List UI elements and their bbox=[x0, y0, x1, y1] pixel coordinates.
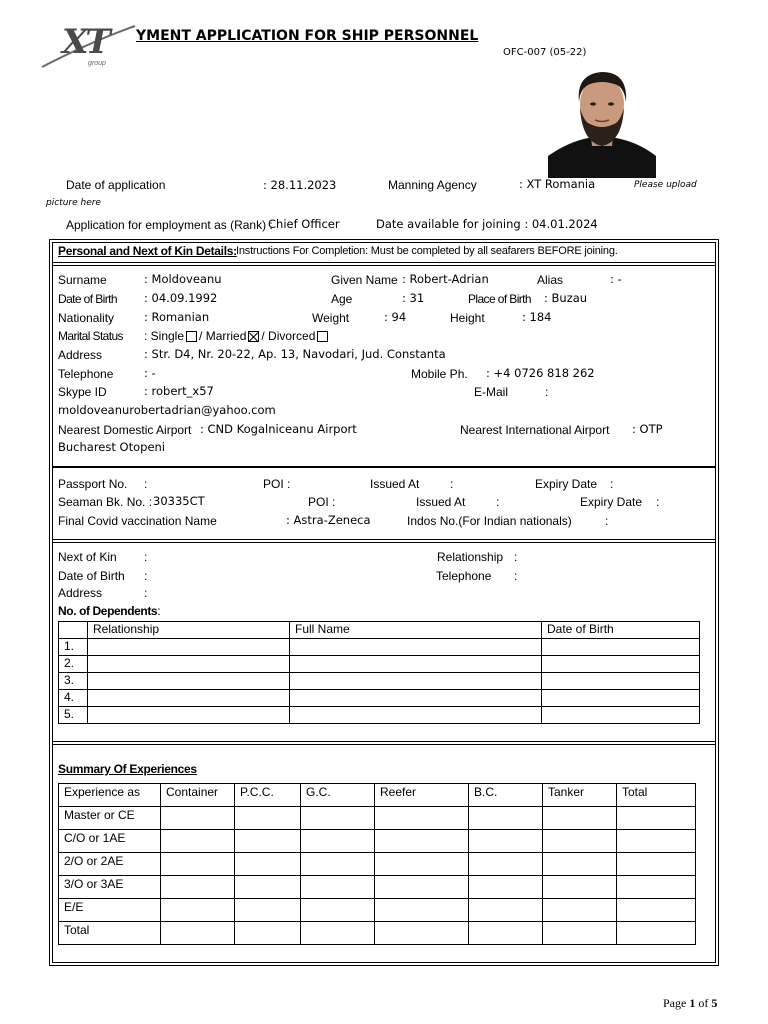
seaman-issued-colon: : bbox=[496, 495, 500, 509]
seaman-poi-label: POI : bbox=[308, 495, 336, 509]
telephone-label: Telephone bbox=[58, 367, 114, 381]
kin-address-label: Address bbox=[58, 586, 103, 600]
table-cell[interactable] bbox=[617, 853, 696, 876]
table-cell[interactable] bbox=[161, 830, 235, 853]
address-label: Address bbox=[58, 348, 103, 362]
divorced-checkbox[interactable] bbox=[317, 331, 328, 342]
age-value: : 31 bbox=[402, 291, 425, 305]
page-title: YMENT APPLICATION FOR SHIP PERSONNEL bbox=[136, 28, 479, 44]
row-number-cell: 1. bbox=[59, 639, 88, 656]
kin-relationship-label: Relationship bbox=[437, 550, 504, 564]
weight-value: : 94 bbox=[384, 310, 407, 324]
table-row bbox=[59, 639, 700, 656]
covid-vaccine-label: Final Covid vaccination Name bbox=[58, 514, 217, 528]
applicant-portrait bbox=[548, 64, 656, 178]
logo-subtext: group bbox=[88, 60, 106, 67]
row-number-cell: 3. bbox=[59, 673, 88, 690]
married-checkbox[interactable] bbox=[248, 331, 259, 342]
telephone-value: : - bbox=[144, 366, 156, 380]
covid-vaccine-value: : Astra-Zeneca bbox=[286, 513, 371, 527]
table-cell[interactable] bbox=[290, 656, 542, 673]
address-value: : Str. D4, Nr. 20-22, Ap. 13, Navodari, Jud. Constanta bbox=[144, 347, 446, 361]
passport-poi-label: POI : bbox=[263, 477, 291, 491]
table-row bbox=[59, 673, 700, 690]
table-cell[interactable] bbox=[88, 656, 290, 673]
table-row bbox=[59, 922, 696, 945]
table-cell[interactable] bbox=[88, 673, 290, 690]
divider bbox=[52, 741, 716, 742]
divider bbox=[52, 262, 716, 263]
age-label: Age bbox=[331, 292, 353, 306]
international-airport-value-cont: Bucharest Otopeni bbox=[58, 440, 165, 454]
table-cell[interactable] bbox=[375, 899, 469, 922]
surname-label: Surname bbox=[58, 273, 107, 287]
mobile-value: : +4 0726 818 262 bbox=[486, 366, 595, 380]
table-cell[interactable] bbox=[469, 853, 543, 876]
table-row bbox=[59, 690, 700, 707]
table-cell[interactable] bbox=[542, 690, 700, 707]
table-header-cell: Total bbox=[617, 784, 696, 807]
dob-label: Date of Birth bbox=[58, 292, 117, 306]
place-of-birth-label: Place of Birth bbox=[468, 292, 531, 306]
table-cell[interactable] bbox=[469, 807, 543, 830]
table-header-row bbox=[59, 784, 696, 807]
nationality-label: Nationality bbox=[58, 311, 115, 325]
table-cell[interactable] bbox=[543, 899, 617, 922]
indos-label: Indos No.(For Indian nationals) bbox=[407, 514, 572, 528]
table-cell[interactable] bbox=[543, 807, 617, 830]
rank-value: Chief Officer bbox=[268, 217, 340, 231]
mobile-label: Mobile Ph. bbox=[411, 367, 468, 381]
place-of-birth-value: : Buzau bbox=[544, 291, 588, 305]
table-header-cell: Date of Birth bbox=[542, 622, 700, 639]
seaman-issued-label: Issued At bbox=[416, 495, 466, 509]
table-cell[interactable] bbox=[617, 807, 696, 830]
given-name-value: : Robert-Adrian bbox=[402, 272, 489, 286]
marital-status-options bbox=[144, 329, 330, 343]
height-label: Height bbox=[450, 311, 485, 325]
single-checkbox[interactable] bbox=[186, 331, 197, 342]
row-number-cell: 4. bbox=[59, 690, 88, 707]
table-cell[interactable] bbox=[543, 876, 617, 899]
table-cell[interactable] bbox=[542, 639, 700, 656]
photo-upload-note: Please upload bbox=[634, 180, 697, 190]
table-cell[interactable] bbox=[301, 876, 375, 899]
table-cell[interactable] bbox=[235, 876, 301, 899]
row-label-cell: Master or CE bbox=[59, 807, 161, 830]
table-cell[interactable] bbox=[235, 830, 301, 853]
international-airport-label: Nearest International Airport bbox=[460, 423, 610, 437]
skype-label: Skype ID bbox=[58, 385, 107, 399]
row-label-cell: E/E bbox=[59, 899, 161, 922]
divider bbox=[52, 539, 716, 540]
table-cell[interactable] bbox=[542, 656, 700, 673]
table-cell[interactable] bbox=[469, 922, 543, 945]
indos-colon: : bbox=[605, 514, 609, 528]
table-header-cell: Relationship bbox=[88, 622, 290, 639]
table-cell[interactable] bbox=[235, 922, 301, 945]
table-header-cell: G.C. bbox=[301, 784, 375, 807]
table-cell[interactable] bbox=[88, 690, 290, 707]
dependents-colon: : bbox=[157, 604, 161, 618]
kin-dob-label: Date of Birth bbox=[58, 569, 125, 583]
divider bbox=[52, 542, 716, 543]
email-label: E-Mail bbox=[474, 385, 509, 399]
table-row bbox=[59, 876, 696, 899]
table-cell[interactable] bbox=[375, 853, 469, 876]
table-header-cell bbox=[59, 622, 88, 639]
table-row bbox=[59, 853, 696, 876]
table-row bbox=[59, 656, 700, 673]
instructions-text: Instructions For Completion: Must be completed by all seafarers BEFORE joining. bbox=[236, 245, 618, 257]
table-cell[interactable] bbox=[290, 673, 542, 690]
table-header-cell: Full Name bbox=[290, 622, 542, 639]
page-total: 5 bbox=[711, 996, 718, 1010]
table-cell[interactable] bbox=[235, 853, 301, 876]
kin-relationship-colon: : bbox=[514, 550, 518, 564]
email-colon: : bbox=[545, 385, 549, 399]
date-of-application-value: : 28.11.2023 bbox=[263, 178, 337, 192]
table-cell[interactable] bbox=[301, 830, 375, 853]
kin-address-colon: : bbox=[144, 586, 148, 600]
manning-agency-label: Manning Agency bbox=[388, 178, 477, 192]
manning-agency-value: : XT Romania bbox=[519, 177, 596, 191]
kin-telephone-label: Telephone bbox=[436, 569, 492, 583]
date-of-application-label: Date of application bbox=[66, 178, 166, 192]
marital-status-label: Marital Status bbox=[58, 329, 123, 343]
surname-value: : Moldoveanu bbox=[144, 272, 222, 286]
dependents-table bbox=[58, 621, 700, 724]
passport-issued-colon: : bbox=[450, 477, 454, 491]
photo-upload-note-cont: picture here bbox=[46, 198, 101, 208]
given-name-label: Given Name bbox=[331, 273, 398, 287]
table-header-cell: Reefer bbox=[375, 784, 469, 807]
table-cell[interactable] bbox=[375, 876, 469, 899]
table-row bbox=[59, 899, 696, 922]
table-cell[interactable] bbox=[543, 830, 617, 853]
table-cell[interactable] bbox=[617, 899, 696, 922]
dependents-title bbox=[58, 604, 160, 618]
table-cell[interactable] bbox=[235, 807, 301, 830]
row-number-cell: 5. bbox=[59, 707, 88, 724]
email-value: moldoveanurobertadrian@yahoo.com bbox=[58, 403, 276, 417]
table-cell[interactable] bbox=[543, 853, 617, 876]
nationality-value: : Romanian bbox=[144, 310, 210, 324]
marital-divorced-label: / Divorced bbox=[261, 329, 316, 343]
table-cell[interactable] bbox=[235, 899, 301, 922]
row-label-cell: 2/O or 2AE bbox=[59, 853, 161, 876]
table-cell[interactable] bbox=[290, 707, 542, 724]
divider bbox=[52, 265, 716, 266]
table-cell[interactable] bbox=[161, 876, 235, 899]
personal-section-title: Personal and Next of Kin Details: bbox=[58, 244, 237, 258]
passport-label: Passport No. bbox=[58, 477, 128, 491]
rank-label: Application for employment as (Rank) : bbox=[66, 218, 273, 232]
kin-telephone-colon: : bbox=[514, 569, 518, 583]
alias-label: Alias bbox=[537, 273, 564, 287]
table-header-cell: Container bbox=[161, 784, 235, 807]
table-cell[interactable] bbox=[88, 707, 290, 724]
domestic-airport-label: Nearest Domestic Airport bbox=[58, 423, 192, 437]
table-cell[interactable] bbox=[617, 876, 696, 899]
row-label-cell: 3/O or 3AE bbox=[59, 876, 161, 899]
weight-label: Weight bbox=[312, 311, 350, 325]
seaman-expiry-label: Expiry Date bbox=[580, 495, 643, 509]
table-cell[interactable] bbox=[542, 707, 700, 724]
form-code: OFC-007 (05-22) bbox=[503, 47, 587, 58]
next-of-kin-label: Next of Kin bbox=[58, 550, 117, 564]
table-cell[interactable] bbox=[375, 830, 469, 853]
table-cell[interactable] bbox=[617, 922, 696, 945]
table-header-cell: Experience as bbox=[59, 784, 161, 807]
seaman-book-value: 30335CT bbox=[153, 494, 205, 508]
table-header-row bbox=[59, 622, 700, 639]
table-cell[interactable] bbox=[161, 853, 235, 876]
table-cell[interactable] bbox=[469, 830, 543, 853]
dob-value: : 04.09.1992 bbox=[144, 291, 218, 305]
experience-section-title: Summary Of Experiences bbox=[58, 762, 197, 776]
table-cell[interactable] bbox=[290, 639, 542, 656]
table-cell[interactable] bbox=[290, 690, 542, 707]
domestic-airport-value: : CND Kogalniceanu Airport bbox=[200, 422, 357, 436]
skype-value: : robert_x57 bbox=[144, 384, 214, 398]
table-cell[interactable] bbox=[301, 922, 375, 945]
international-airport-value: : OTP bbox=[632, 422, 663, 436]
page-number bbox=[663, 996, 717, 1011]
date-available: Date available for joining : 04.01.2024 bbox=[376, 217, 598, 231]
table-row bbox=[59, 807, 696, 830]
table-cell[interactable] bbox=[301, 899, 375, 922]
row-label-cell: Total bbox=[59, 922, 161, 945]
alias-value: : - bbox=[610, 272, 622, 286]
applicant-photo bbox=[548, 64, 656, 178]
seaman-book-label: Seaman Bk. No. : bbox=[58, 495, 153, 509]
table-cell[interactable] bbox=[469, 899, 543, 922]
passport-issued-label: Issued At bbox=[370, 477, 420, 491]
divider bbox=[52, 744, 716, 745]
table-cell[interactable] bbox=[161, 899, 235, 922]
table-cell[interactable] bbox=[301, 853, 375, 876]
table-cell[interactable] bbox=[375, 807, 469, 830]
experience-table bbox=[58, 783, 696, 945]
kin-dob-colon: : bbox=[144, 569, 148, 583]
table-cell[interactable] bbox=[617, 830, 696, 853]
table-cell[interactable] bbox=[161, 807, 235, 830]
row-label-cell: C/O or 1AE bbox=[59, 830, 161, 853]
table-cell[interactable] bbox=[301, 807, 375, 830]
seaman-expiry-colon: : bbox=[656, 495, 660, 509]
table-cell[interactable] bbox=[375, 922, 469, 945]
company-logo bbox=[40, 22, 140, 72]
table-cell[interactable] bbox=[543, 922, 617, 945]
dependents-title-text: No. of Dependents bbox=[58, 604, 158, 618]
height-value: : 184 bbox=[522, 310, 552, 324]
table-cell[interactable] bbox=[542, 673, 700, 690]
row-number-cell: 2. bbox=[59, 656, 88, 673]
table-header-cell: B.C. bbox=[469, 784, 543, 807]
passport-expiry-label: Expiry Date bbox=[535, 477, 598, 491]
next-of-kin-colon: : bbox=[144, 550, 148, 564]
table-header-cell: Tanker bbox=[543, 784, 617, 807]
table-cell[interactable] bbox=[469, 876, 543, 899]
divider bbox=[52, 466, 716, 468]
logo-text: XT bbox=[62, 22, 108, 62]
marital-single-label: : Single bbox=[144, 329, 185, 343]
table-cell[interactable] bbox=[88, 639, 290, 656]
table-header-cell: P.C.C. bbox=[235, 784, 301, 807]
page-current: 1 bbox=[689, 996, 696, 1010]
page-of-word: of bbox=[698, 996, 709, 1010]
marital-married-label: / Married bbox=[199, 329, 247, 343]
table-row bbox=[59, 707, 700, 724]
passport-colon: : bbox=[144, 477, 148, 491]
passport-expiry-colon: : bbox=[610, 477, 614, 491]
table-row bbox=[59, 830, 696, 853]
page-word: Page bbox=[663, 996, 687, 1010]
table-cell[interactable] bbox=[161, 922, 235, 945]
